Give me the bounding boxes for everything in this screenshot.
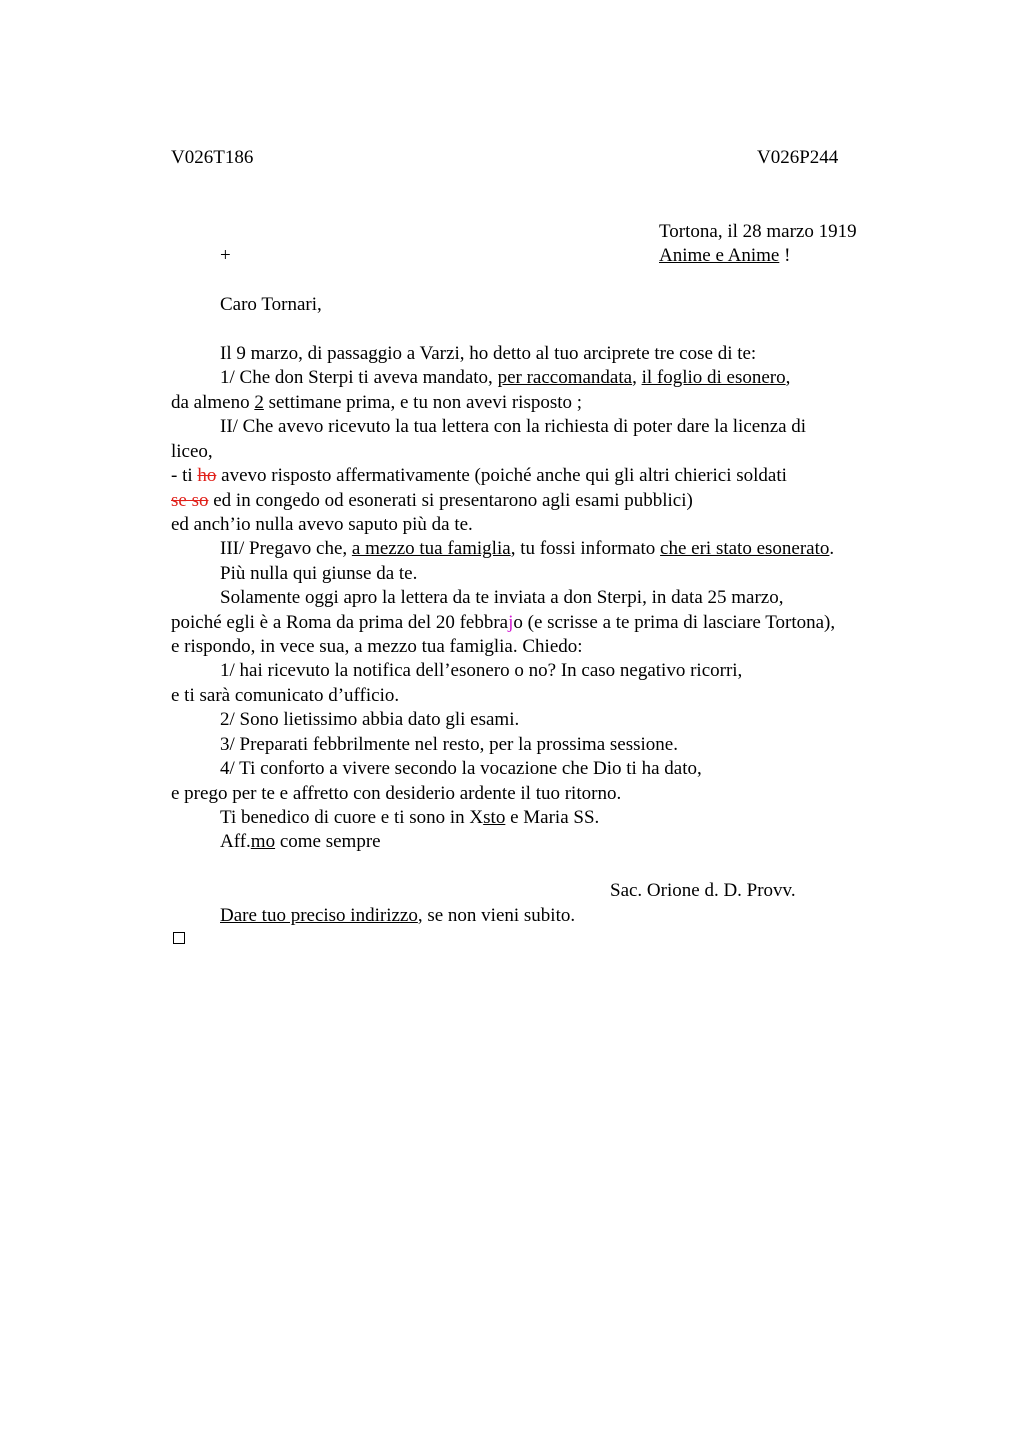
- text-run: ,: [785, 367, 791, 388]
- underlined-text: sto: [483, 807, 506, 828]
- underlined-text: che eri stato esonerato: [660, 538, 830, 559]
- document-code-left: V026T186: [171, 147, 254, 168]
- text-run: settimane prima, e tu non avevi risposto ;: [263, 392, 583, 413]
- document-code-right: V026P244: [757, 147, 839, 168]
- body-line-09: [220, 537, 834, 561]
- text-run: ,: [632, 367, 642, 388]
- body-line-05: liceo,: [171, 441, 213, 462]
- text-run: Ti benedico di cuore e ti sono in X: [220, 807, 484, 828]
- text-run: poiché egli è a Roma da prima del 20 febbra: [171, 612, 509, 633]
- underlined-text: 2: [254, 392, 264, 413]
- cross-mark: +: [220, 245, 231, 266]
- underlined-text: per raccomandata: [497, 367, 633, 388]
- body-line-16: 2/ Sono lietissimo abbia dato gli esami.: [220, 709, 520, 730]
- closing-line: [220, 830, 381, 854]
- body-line-14: 1/ hai ricevuto la notifica dell’esonero o no? In caso negativo ricorri,: [220, 660, 743, 681]
- text-run: Aff.: [220, 831, 251, 852]
- end-of-document-box: [173, 932, 185, 944]
- place-date: Tortona, il 28 marzo 1919: [659, 221, 857, 242]
- text-run: - ti: [171, 465, 198, 486]
- body-line-10: Più nulla qui giunse da te.: [220, 563, 418, 584]
- body-line-03: [171, 391, 582, 415]
- text-run: avevo risposto affermativamente (poiché anche qui gli altri chierici soldati: [216, 465, 787, 486]
- underlined-text: il foglio di esonero: [641, 367, 786, 388]
- body-line-17: 3/ Preparati febbrilmente nel resto, per la prossima sessione.: [220, 734, 678, 755]
- body-line-06: [171, 464, 787, 488]
- body-line-18: 4/ Ti conforto a vivere secondo la vocazione che Dio ti ha dato,: [220, 758, 702, 779]
- text-run: III/ Pregavo che,: [220, 538, 352, 559]
- underlined-text: Dare tuo preciso indirizzo: [220, 905, 418, 926]
- text-run: .: [829, 538, 835, 559]
- signature: Sac. Orione d. D. Provv.: [610, 880, 796, 901]
- text-run: da almeno: [171, 392, 255, 413]
- text-run: , se non vieni subito.: [417, 905, 576, 926]
- body-line-15: e ti sarà comunicato d’ufficio.: [171, 685, 400, 706]
- body-line-20: [220, 806, 599, 830]
- body-line-11: Solamente oggi apro la lettera da te inviata a don Sterpi, in data 25 marzo,: [220, 587, 784, 608]
- motto: [659, 244, 790, 268]
- text-run: 1/ Che don Sterpi ti aveva mandato,: [220, 367, 498, 388]
- body-line-08: ed anch’io nulla avevo saputo più da te.: [171, 514, 473, 535]
- body-line-07: [171, 489, 693, 513]
- struck-text: ho: [197, 465, 217, 486]
- motto-text: Anime e Anime: [659, 245, 780, 266]
- struck-text: se so: [171, 490, 209, 511]
- underlined-text: a mezzo tua famiglia: [351, 538, 511, 559]
- text-run: o (e scrisse a te prima di lasciare Tortona),: [513, 612, 836, 633]
- underlined-text: mo: [250, 831, 276, 852]
- postscript: [220, 904, 575, 928]
- body-line-04: II/ Che avevo ricevuto la tua lettera con la richiesta di poter dare la licenza di: [220, 416, 807, 437]
- body-line-12: [171, 611, 835, 635]
- text-run: e Maria SS.: [505, 807, 600, 828]
- text-run: , tu fossi informato: [510, 538, 661, 559]
- salutation: Caro Tornari,: [220, 294, 322, 315]
- body-line-13: e rispondo, in vece sua, a mezzo tua famiglia. Chiedo:: [171, 636, 583, 657]
- motto-suffix: !: [779, 245, 791, 266]
- text-run: come sempre: [275, 831, 381, 852]
- inserted-letter: j: [508, 612, 514, 633]
- body-line-01: Il 9 marzo, di passaggio a Varzi, ho detto al tuo arciprete tre cose di te:: [220, 343, 757, 364]
- body-line-02: [220, 366, 790, 390]
- body-line-19: e prego per te e affretto con desiderio ardente il tuo ritorno.: [171, 783, 622, 804]
- text-run: ed in congedo od esonerati si presentarono agli esami pubblici): [208, 490, 693, 511]
